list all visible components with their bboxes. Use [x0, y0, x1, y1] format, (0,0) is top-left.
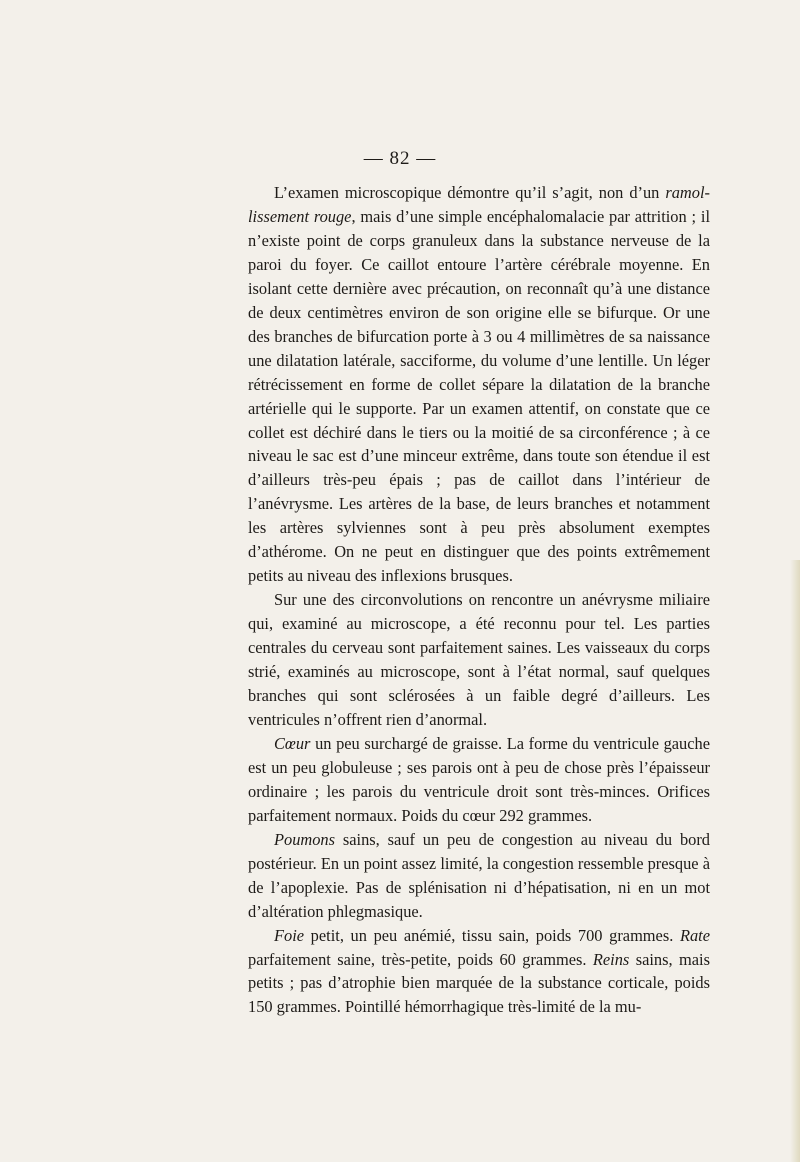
body-text: [248, 181, 710, 1019]
text-run: un peu surchargé de graisse. La forme du ventricule gauche est un peu globuleuse ; ses parois ont à peu de chose près l’épaisseur ordinaire ; les parois du ventricule droit sont très-minces. Orifices parfaitement normaux. Poids du cœur 292 grammes.: [248, 733, 710, 825]
text-run: , mais d’une simple encéphalomalacie par attrition ; il n’existe point de corps granuleux dans la substance nerveuse de la paroi du foyer. Ce caillot entoure l’artère cérébrale moyenne. En isolant cette dernière avec précaution, on reconnaît qu’à une distance de deux centimètres environ de son origine elle se bifurque. Or une des branches de bifurcation porte à 3 ou 4 millimètres de sa naissance une dilatation latérale, sacciforme, du volume d’une lentille. Un léger rétrécissement en forme de collet sépare la dilatation de la branche artérielle qui le supporte. Par un examen attentif, on constate que ce collet est déchiré dans le tiers ou la moitié de sa circonférence ; à ce niveau le sac est d’une minceur extrême, dans toute son étendue il est d’ailleurs très-peu épais ; pas de caillot dans l’intérieur de l’anévrysme. Les artères de la base, de leurs branches et notamment les artères sylviennes sont à peu près absolument exemptes d’athérome. On ne peut en distinguer que des points extrêmement petits au niveau des inflexions brusques.: [248, 206, 710, 586]
paragraph: [248, 828, 710, 924]
paragraph: [248, 181, 710, 588]
text-run: Sur une des circonvolutions on rencontre un anévrysme miliaire qui, examiné au microscope, a été reconnu pour tel. Les parties centrales du cerveau sont parfaitement saines. Les vaisseaux du corps strié, examinés au microscope, sont à l’état normal, sauf quelques branches qui sont sclérosées à un faible degré d’ailleurs. Les ventricules n’offrent rien d’anormal.: [248, 590, 710, 729]
italic-run: ramollissement rouge: [248, 183, 710, 226]
paragraph: [248, 588, 710, 732]
italic-run: Rate: [679, 925, 710, 945]
paragraph: [248, 732, 710, 828]
paragraph: [248, 924, 710, 1020]
italic-run: Cœur: [274, 733, 311, 753]
italic-run: Poumons: [274, 829, 336, 849]
italic-run: Reins: [592, 949, 630, 969]
text-run: L’examen microscopique démontre qu’il s’agit, non d’un: [274, 183, 666, 202]
text-run: sains, sauf un peu de congestion au niveau du bord postérieur. En un point assez limité, la congestion ressemble presque à de l’apoplexie. Pas de splénisation ni d’hépatisation, ni en un mot d’altération phlegmasique.: [248, 829, 710, 921]
text-run: sains, mais petits ; pas d’atrophie bien marquée de la substance corticale, poids 150 grammes. Pointillé hémorrhagique très-limité de la mu-: [248, 949, 710, 1017]
text-run: petit, un peu anémié, tissu sain, poids 700 grammes.: [304, 925, 680, 945]
text-run: parfaitement saine, très-petite, poids 60 grammes.: [248, 949, 593, 969]
page-number: — 82 —: [363, 148, 437, 169]
page-edge-shading: [790, 560, 800, 1162]
italic-run: Foie: [274, 925, 305, 945]
